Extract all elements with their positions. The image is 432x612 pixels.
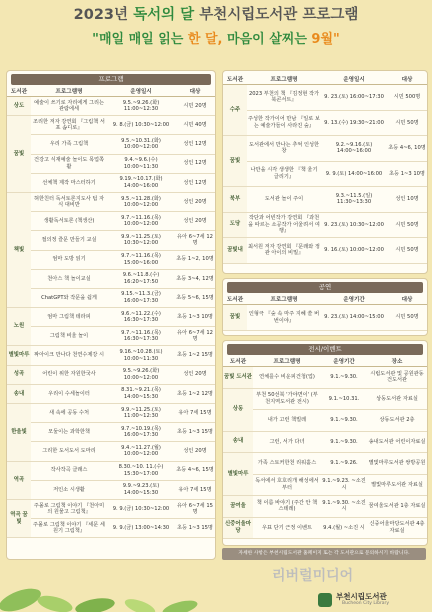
cell-when: 9.5.~10.31.(화) 10:00~12:00 (107, 135, 175, 154)
table-row (223, 85, 427, 111)
subtitle-part-d: 9월" (311, 32, 340, 47)
col-library: 도서관 (223, 356, 253, 367)
col-target: 대상 (387, 74, 427, 85)
col-period: 운영기간 (321, 294, 387, 305)
cell-when: 9. 9.(토) 14:00~16:00 (321, 161, 387, 187)
cell-when: 9. 23.(토) 10:30~12:00 (321, 212, 387, 238)
cell-tgt: 시민 40명 (175, 116, 215, 135)
table-row (7, 442, 215, 461)
cell-when: 9.4.~11.27.(월) 10:00~12:00 (107, 442, 175, 461)
program-panel-right (222, 70, 428, 274)
cell-when: 9. 16.(토) 10:00~12:00 (321, 238, 387, 264)
program-rows-left (7, 97, 215, 538)
cell-library: 상도 (7, 97, 31, 116)
cell-when: 9. 23.(토) 16:00~17:30 (321, 85, 387, 111)
cell-prog: 그림책 비울 놀이 (31, 327, 107, 346)
program-rows-right (223, 85, 427, 264)
cell-when: 9.5.~9.26.(화) 10:00~12:00 (107, 365, 175, 384)
footnote: 자세한 사항은 부천시립도서관 홈페이지 또는 각 도서관으로 문의하시기 바랍니다. (222, 548, 426, 560)
table-row (7, 461, 215, 480)
cell-prog: 작단과 어빈작가 강연회 『과천을 따르는 소공작가 어울려서 여행』 (247, 212, 321, 238)
cell-prog: 인형극 『숲 속 마주 지혜 쓸 버번이야』 (247, 305, 321, 331)
cell-when: 9.7.~11.16.(목) 15:00~16:00 (107, 250, 175, 269)
table-row (7, 231, 215, 250)
cell-library: 성곡 (7, 365, 31, 384)
cell-prog: 주몰로 그림책 이야기 『천아미의 원물고 그림책』 (31, 499, 107, 518)
cell-tgt: 초등 1~2, 10명 (175, 250, 215, 269)
table-row (7, 135, 215, 154)
cell-when: 9.6.~11.8.(수) 16:20~17:50 (107, 269, 175, 288)
cell-tgt: 초등 4~6, 10명 (387, 136, 427, 162)
cell-when: 9. 9.(금) 13:00~14:30 (107, 519, 175, 538)
table-row (223, 474, 427, 496)
poster-title (0, 3, 432, 24)
cell-period: 9.1.~9.30. ~소진 시 (321, 496, 367, 518)
cell-prog: 짜아이크 만나다 천연수제강 시 (31, 346, 107, 365)
cell-tgt: 성인 20명 (175, 192, 215, 211)
cell-period: 9.1.~9.30. (321, 367, 367, 389)
col-period: 운영기간 (321, 356, 367, 367)
cell-place: 상동도서관 2층 (367, 410, 427, 432)
cell-library: 한울빛 (7, 404, 31, 462)
col-program: 프로그램명 (247, 74, 321, 85)
cell-prog: 우리이 수세놀이터 (31, 384, 107, 403)
cell-library: 수주 (223, 85, 247, 136)
cell-library: 역곡 (7, 461, 31, 499)
cell-when: 9.15.~11.3.(금) 16:00~17:30 (107, 288, 175, 307)
subtitle-part-b: 한 달, (187, 32, 223, 47)
cell-tgt: 성인 20명 (175, 365, 215, 384)
table-row (223, 410, 427, 432)
table-row (7, 308, 215, 327)
table-row (223, 431, 427, 453)
cell-tgt: 초등 3~4, 12명 (175, 269, 215, 288)
library-logo (318, 590, 426, 610)
table-row (7, 423, 215, 442)
cell-tgt: 초등 1~3 15명 (175, 519, 215, 538)
poster-header (0, 0, 432, 60)
table-row (223, 305, 427, 331)
cell-prog: 천아스 책 놀이교실 (31, 269, 107, 288)
cell-tgt: 시민 500명 (387, 85, 427, 111)
cell-prog: 독서에서 호호리개 해성에서부터 (253, 474, 321, 496)
cell-period: 9.1.~10.31. (321, 388, 367, 410)
cell-prog: 절의정 즐문 만들기 교실 (31, 231, 107, 250)
cell-tgt: 시민 20명 (175, 97, 215, 116)
cell-library: 별빛마루 (7, 346, 31, 365)
cell-when: 8.31.~9.21.(목) 14:00~15:30 (107, 384, 175, 403)
table-row (7, 384, 215, 403)
cell-library: 상동 (223, 388, 253, 431)
cell-library: 꿈빛 (223, 305, 247, 331)
cell-period: 9.1.~9.30. (321, 410, 367, 432)
table-row (223, 238, 427, 264)
cell-tgt: 유아 6~7세 12명 (175, 231, 215, 250)
cell-tgt: 시민 50명 (387, 110, 427, 136)
cell-period: 9.1.~9.30. (321, 431, 367, 453)
cell-when: 9.6.~11.22.(수) 16:30~17:30 (107, 308, 175, 327)
table-row (7, 212, 215, 231)
event-panel (222, 340, 428, 546)
cell-period: 9.1.~9.26. (321, 453, 367, 475)
table-row (7, 269, 215, 288)
cell-prog: 작사작곡 클래스 (31, 461, 107, 480)
cell-when: 9.2.~9.16.(토) 14:00~16:00 (321, 136, 387, 162)
cell-when: 9.9.~9.23.(토) 14:00~15:30 (107, 480, 175, 499)
cell-prog: 건강고 식재예술 놀이도 목업쪽활 (31, 154, 107, 173)
table-row (7, 519, 215, 538)
cell-library: 노원 (7, 308, 31, 346)
cell-tgt: 성인 12명 (175, 154, 215, 173)
cell-when: 9. 13.(수) 19:30~21:00 (321, 110, 387, 136)
table-row (7, 404, 215, 423)
cell-tgt: 시민 50명 (387, 212, 427, 238)
cell-period: 9.4.(월) ~소진 시 (321, 517, 367, 539)
event-rows (223, 367, 427, 539)
cell-when: 9.7.~10.19.(목) 16:00~17:30 (107, 423, 175, 442)
cell-tgt: 유아 7세 15명 (175, 404, 215, 423)
table-row (7, 173, 215, 192)
col-program: 프로그램명 (253, 356, 321, 367)
watermark: 리버럴미디어 (272, 568, 354, 584)
col-target: 대상 (387, 294, 427, 305)
table-row (7, 480, 215, 499)
program-panel-left (6, 70, 216, 560)
event-table (223, 356, 427, 539)
cell-tgt: 시민 50명 (387, 238, 427, 264)
leaf-decoration (0, 560, 240, 612)
cell-prog: 선체책 제작 마스터하기 (31, 173, 107, 192)
cell-prog: 책 이름 바야기 (주간 안 책 스테레) (253, 496, 321, 518)
cell-prog: 주몰로 그림책 이야기 『세문 세 원기 그림책』 (31, 519, 107, 538)
table-row (7, 192, 215, 211)
table-header-row (223, 356, 427, 367)
library-logo-sub: Bucheon City Library (342, 601, 390, 606)
cell-place: 상동도서관 자료실 (367, 388, 427, 410)
performance-panel (222, 278, 428, 336)
cell-when: 9.7.~11.16.(목) 16:30~17:30 (107, 327, 175, 346)
cell-period: 9.1.~9.23. ~소진 시 (321, 474, 367, 496)
cell-place: 시립도서관 및 공원관동건도서관 (367, 367, 427, 389)
cell-prog: 우리 가족 그림책 (31, 135, 107, 154)
cell-tgt: 초등 1~3 15명 (175, 423, 215, 442)
col-program: 프로그램명 (247, 294, 321, 305)
cell-library: 송내 (223, 431, 253, 453)
col-library: 도서관 (223, 294, 247, 305)
col-schedule: 운영일시 (107, 86, 175, 97)
section-header-performance: 공연 (227, 282, 423, 293)
cell-tgt: 성인 20명 (175, 212, 215, 231)
cell-prog: 그리한 도서도서 도마리 (31, 442, 107, 461)
cell-tgt: 초등 4~6, 15명 (175, 461, 215, 480)
table-row (223, 212, 427, 238)
title-year: 2023년 (73, 7, 129, 23)
cell-place: 송내도서관 어린이자료실 (367, 431, 427, 453)
col-program: 프로그램명 (31, 86, 107, 97)
cell-library: 송내 (7, 384, 31, 403)
cell-library: 꿈빛 도서관 (223, 367, 253, 389)
col-place: 장소 (367, 356, 427, 367)
table-row (223, 161, 427, 187)
cell-when: 9.9.~11.25.(토) 11:00~12:30 (107, 404, 175, 423)
table-row (7, 346, 215, 365)
table-row (7, 327, 215, 346)
cell-when: 9.3.~11.5.(일) 11:30~13:30 (321, 187, 387, 213)
cell-tgt: 성인 10명 (387, 187, 427, 213)
cell-when: 9. 9.(금) 10:30~12:00 (107, 499, 175, 518)
cell-tgt: 시민 50명 (387, 305, 427, 331)
cell-place: 꿈여울도서관 1층 자료실 (367, 496, 427, 518)
cell-when: 9. 23.(토) 14:00~15:00 (321, 305, 387, 331)
col-library: 도서관 (223, 74, 247, 85)
cell-tgt: 유아 6~7세 15명 (175, 499, 215, 518)
cell-tgt: 성인 20명 (175, 442, 215, 461)
cell-prog: 우표 단기 근정 이벤트 (253, 517, 321, 539)
cell-when: 9.5.~9.26.(화) 11:00~12:30 (107, 97, 175, 116)
cell-tgt: 유아 6~7세 12명 (175, 327, 215, 346)
cell-when: 9.19.~10.17.(화) 14:00~16:00 (107, 173, 175, 192)
table-row (7, 250, 215, 269)
cell-prog: 도서관 놀이 주이 (247, 187, 321, 213)
cell-prog: 최서원 저자 강연회 『문래와 정관 아이의 비밀』 (247, 238, 321, 264)
cell-prog: 저인소 시생활 (31, 480, 107, 499)
cell-library: 신중어울마당 (223, 517, 253, 539)
cell-prog: 새 속에 공동 수처 (31, 404, 107, 423)
table-row (7, 154, 215, 173)
cell-library: 별빛마루 (223, 453, 253, 496)
section-header-program: 프로그램 (11, 74, 211, 85)
cell-tgt: 성인 12명 (175, 135, 215, 154)
table-row (223, 187, 427, 213)
cell-prog: 도서관에서 만나는 추억 인성한창 (247, 136, 321, 162)
cell-library: 북부 (223, 187, 247, 213)
table-header-row (223, 74, 427, 85)
cell-when: 9.7.~11.16.(목) 10:00~12:00 (107, 212, 175, 231)
program-table-left (7, 86, 215, 538)
cell-tgt: 초등 5~6, 15명 (175, 288, 215, 307)
cell-when: 9.9.~11.25.(토) 10:30~12:00 (107, 231, 175, 250)
cell-prog: 모둘이는 과학한책 (31, 423, 107, 442)
cell-library: 꿈빛내 (223, 238, 247, 264)
subtitle-part-a: "매일 매일 읽는 (92, 32, 184, 47)
cell-tgt: 유아 7세 15명 (175, 480, 215, 499)
cell-tgt: 초등 1~3 10명 (387, 161, 427, 187)
table-row (7, 97, 215, 116)
cell-when: 9.16.~10.28.(토) 10:00~11:30 (107, 346, 175, 365)
table-header-row (223, 294, 427, 305)
col-schedule: 운영일시 (321, 74, 387, 85)
library-logo-icon (318, 593, 332, 607)
cell-prog: 주성한 작가이어 만남 『일로 보는 예술가들이 사라진 숲』 (247, 110, 321, 136)
table-row (223, 136, 427, 162)
cell-prog: 엄마 도방 읽기 (31, 250, 107, 269)
cell-prog: 가족 스토커한천 리워홀스 (253, 453, 321, 475)
title-rest: 부천시립도서관 프로그램 (199, 7, 359, 23)
cell-place: 별빛마루도서관 자료실 (367, 474, 427, 496)
poster-subtitle (0, 28, 432, 47)
cell-tgt: 초등 1~2 12명 (175, 384, 215, 403)
cell-place: 신중어울마당도서관 4층 자료실 (367, 517, 427, 539)
cell-library: 도당 (223, 212, 247, 238)
col-target: 대상 (175, 86, 215, 97)
table-row (223, 496, 427, 518)
table-row (223, 453, 427, 475)
cell-tgt: 초등 1~3 10명 (175, 308, 215, 327)
cell-prog: 부천 50선북 '가야면이' (부천지역도서관 전시) (253, 388, 321, 410)
cell-prog: 조리한 저자 강연회 『그림책 서포 솜디로』 (31, 116, 107, 135)
col-library: 도서관 (7, 86, 31, 97)
table-row (7, 365, 215, 384)
cell-library: 꿈빛 (7, 116, 31, 193)
performance-rows (223, 305, 427, 331)
cell-tgt: 성인 12명 (175, 173, 215, 192)
cell-library: 꿈여울 (223, 496, 253, 518)
cell-place: 별빛마루도서관 쌍방공원 (367, 453, 427, 475)
cell-prog: 연체를수 비운피건청(업) (253, 367, 321, 389)
cell-prog: 그런, 서가 다녀 (253, 431, 321, 453)
cell-when: 9.5.~11.28.(화) 10:00~12:00 (107, 192, 175, 211)
cell-prog: 2023 부천의 책 『김정현 작가 북콘서트』 (247, 85, 321, 111)
table-header-row (7, 86, 215, 97)
cell-prog: 혀한친터 독서토론지도사 팁 자식 대비반 (31, 192, 107, 211)
table-row (223, 367, 427, 389)
cell-library: 꿈빛 (223, 136, 247, 187)
cell-prog: ChatGPT와 작문을 쉽게 (31, 288, 107, 307)
cell-prog: 어린이 위한 자원한국사 (31, 365, 107, 384)
cell-prog: 내가 고런 책빌레 (253, 410, 321, 432)
subtitle-part-c: 마음이 살찌는 (227, 32, 307, 47)
table-row (223, 110, 427, 136)
table-row (223, 388, 427, 410)
table-row (7, 288, 215, 307)
program-table-right (223, 74, 427, 264)
cell-when: 9.4.~9.6.(수) 10:00~11:30 (107, 154, 175, 173)
cell-when: 9. 8.(금) 10:30~12:00 (107, 116, 175, 135)
cell-prog: 생활독서토론 (책생산) (31, 212, 107, 231)
cell-library: 책빛 (7, 192, 31, 307)
section-header-event: 전시/이벤트 (227, 344, 423, 355)
table-row (7, 116, 215, 135)
cell-prog: 예술이 쓰기로 자리에게 그리는 관람에세 (31, 97, 107, 116)
cell-library: 역곡 꿈빛 (7, 499, 31, 537)
title-highlight: 독서의 달 (133, 7, 195, 23)
table-row (223, 517, 427, 539)
table-row (7, 499, 215, 518)
cell-prog: 나만을 시각 생생한 『책 울기 글리기』 (247, 161, 321, 187)
cell-when: 8.30.~10. 11.(수) 15:30~17:00 (107, 461, 175, 480)
performance-table (223, 294, 427, 331)
library-logo-name: 부천시립도서관 (336, 592, 387, 601)
cell-tgt: 초등 1~2 15명 (175, 346, 215, 365)
cell-prog: 엄마 그림책 테라피 (31, 308, 107, 327)
